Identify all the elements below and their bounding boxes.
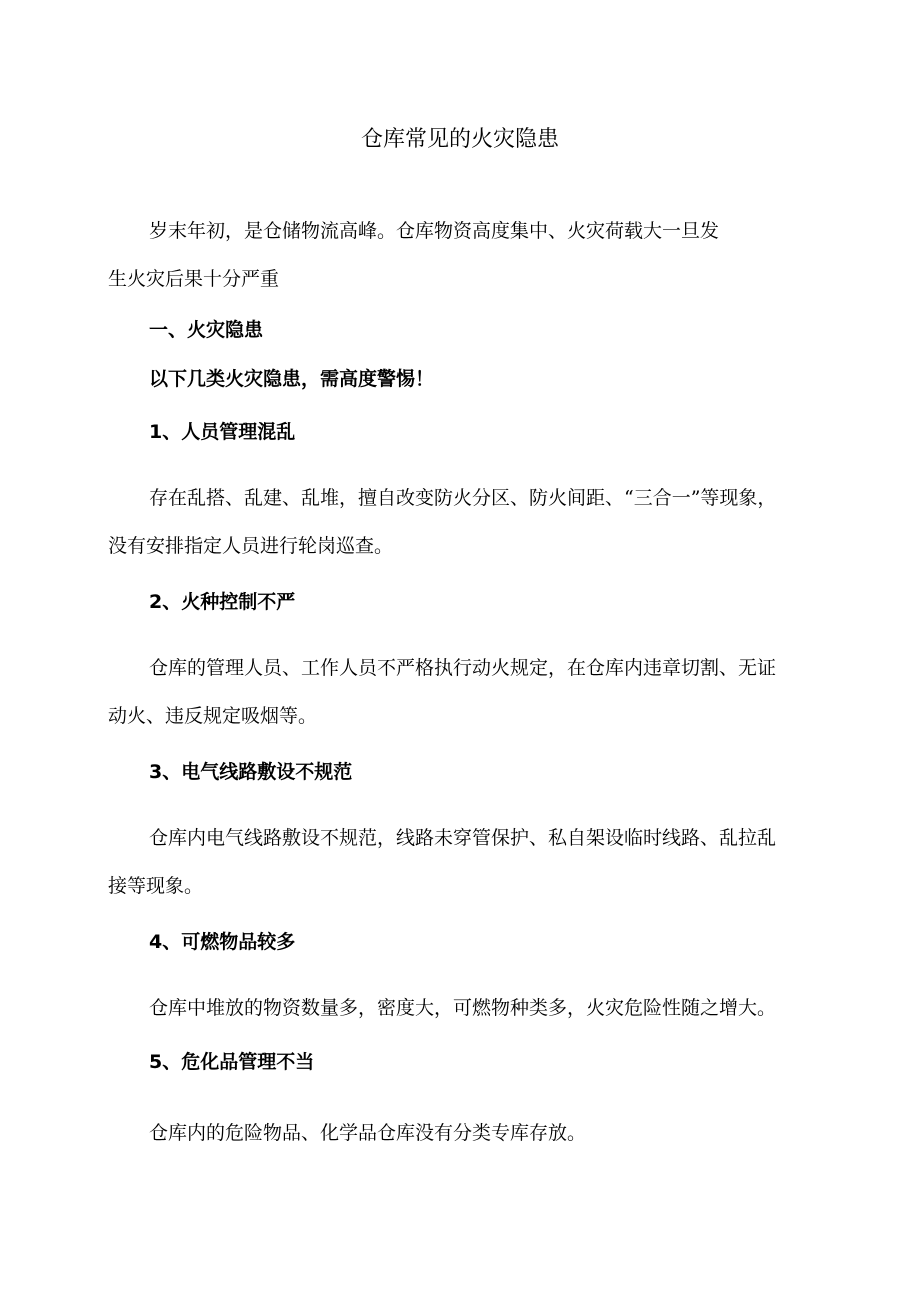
item-5-line-1: 仓库内的危险物品、化学品仓库没有分类专库存放。 bbox=[149, 1122, 587, 1144]
item-2-body bbox=[108, 654, 820, 730]
item-5-body bbox=[108, 1119, 820, 1147]
item-1-heading: 1、人员管理混乱 bbox=[149, 421, 296, 443]
item-4-heading: 4、可燃物品较多 bbox=[149, 931, 296, 953]
item-4-body bbox=[108, 994, 820, 1022]
item-5-heading: 5、危化品管理不当 bbox=[149, 1051, 315, 1073]
item-1-line-1: 存在乱搭、乱建、乱堆，擅自改变防火分区、防火间距、“三合一”等现象， bbox=[149, 487, 777, 509]
intro-line-1: 岁末年初，是仓储物流高峰。仓库物资高度集中、火灾荷载大一旦发 bbox=[149, 220, 720, 242]
item-3-body bbox=[108, 824, 820, 900]
item-3-heading: 3、电气线路敷设不规范 bbox=[149, 761, 353, 783]
intro-line-2: 生火灾后果十分严重 bbox=[108, 268, 280, 290]
item-2-line-2: 动火、违反规定吸烟等。 bbox=[108, 705, 318, 727]
item-3-line-2: 接等现象。 bbox=[108, 875, 204, 897]
warning-text: 以下几类火灾隐患，需高度警惕！ bbox=[149, 368, 435, 390]
item-1-line-2: 没有安排指定人员进行轮岗巡查。 bbox=[108, 535, 394, 557]
item-2-line-1: 仓库的管理人员、工作人员不严格执行动火规定，在仓库内违章切割、无证 bbox=[149, 657, 777, 679]
item-2-heading: 2、火种控制不严 bbox=[149, 591, 296, 613]
item-1-body bbox=[108, 484, 820, 560]
document-title: 仓库常见的火灾隐患 bbox=[360, 127, 559, 152]
section-heading: 一、火灾隐患 bbox=[149, 319, 264, 341]
item-4-line-1: 仓库中堆放的物资数量多，密度大，可燃物种类多，火灾危险性随之增大。 bbox=[149, 997, 777, 1019]
item-3-line-1: 仓库内电气线路敷设不规范，线路未穿管保护、私自架设临时线路、乱拉乱 bbox=[149, 827, 777, 849]
intro-paragraph bbox=[108, 217, 820, 293]
